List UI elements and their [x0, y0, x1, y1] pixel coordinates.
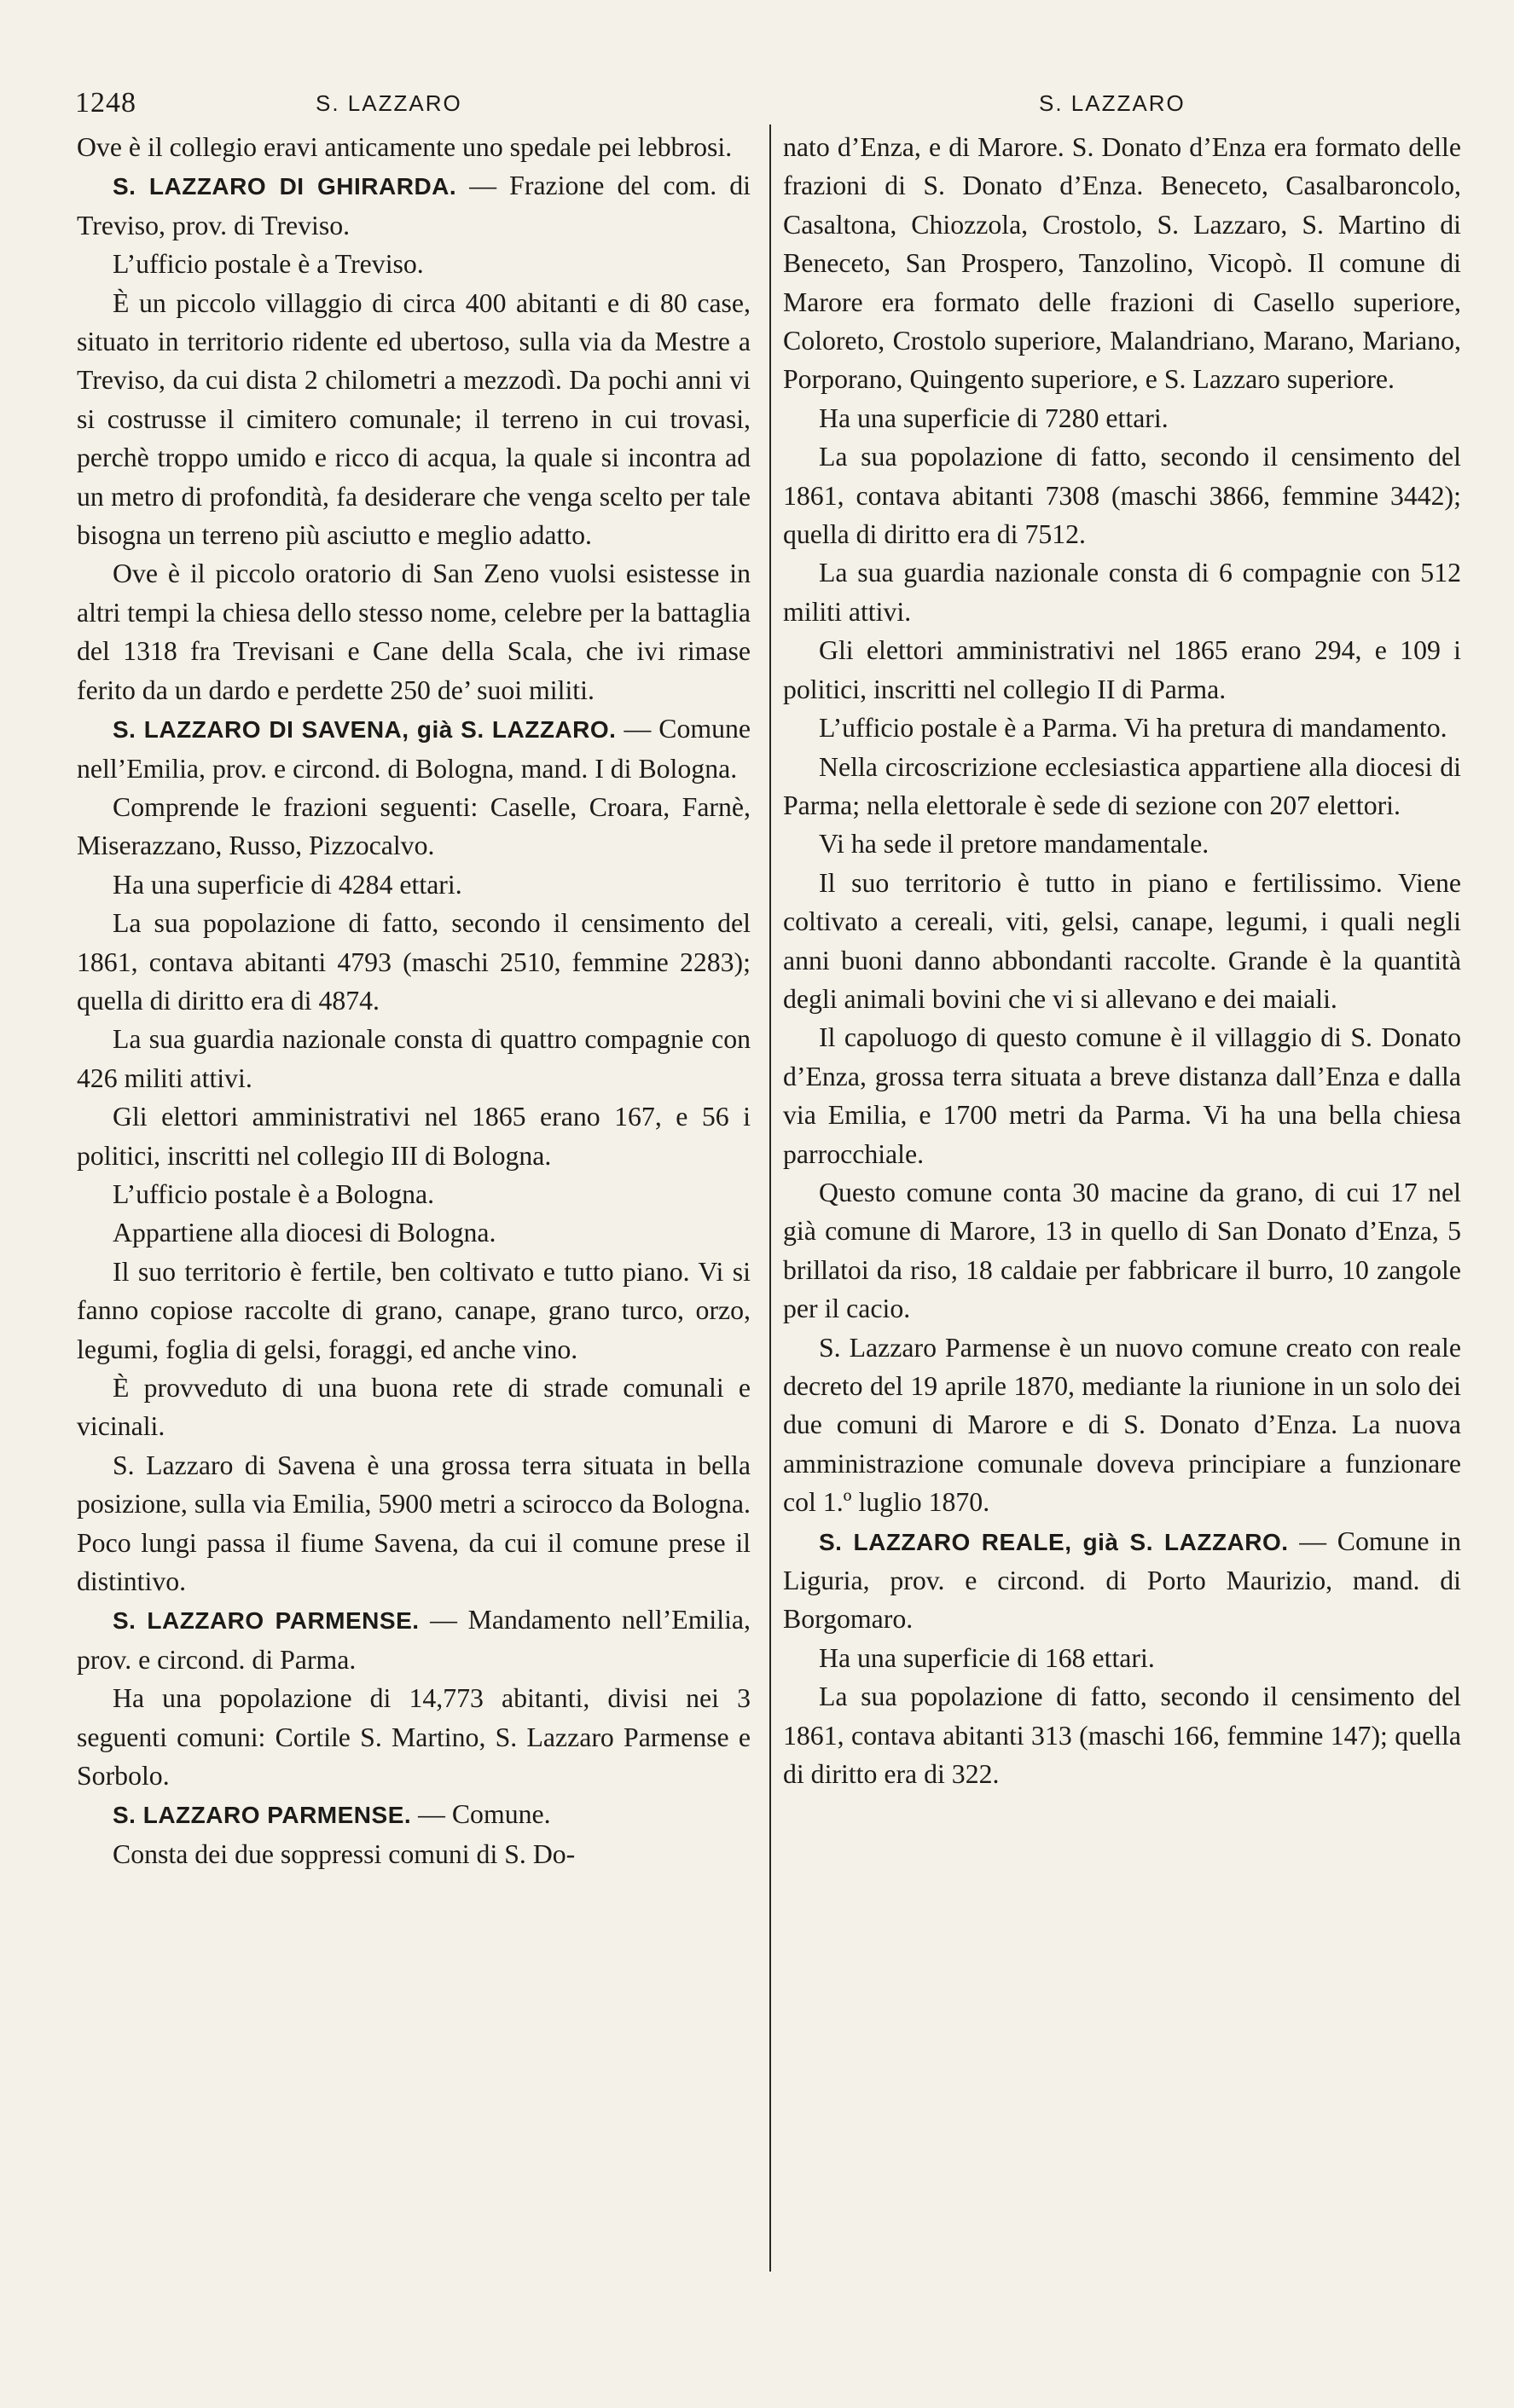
paragraph: Consta dei due soppressi comuni di S. Do- — [113, 1838, 576, 1869]
entry-savena: S. LAZZARO DI SAVENA, già S. LAZZARO. — Comune nell’Emilia, prov. e circond. di Bologna, mand. I di Bologna. — [77, 714, 751, 784]
entry-ghirarda: S. LAZZARO DI GHIRARDA. — Frazione del com. di Treviso, prov. di Treviso. — [77, 171, 751, 240]
entry-reale: S. LAZZARO REALE, già S. LAZZARO. — Comune in Liguria, prov. e circond. di Porto Maurizio, mand. di Borgomaro. — [783, 1525, 1461, 1635]
left-column — [77, 128, 751, 1873]
paragraph: Ha una popolazione di 14,773 abitanti, divisi nei 3 seguenti comuni: Cortile S. Martino, S. Lazzaro Parmense e Sorbolo. — [77, 1683, 751, 1792]
entry-parmense-mandamento: S. LAZZARO PARMENSE. — Mandamento nell’Emilia, prov. e circond. di Parma. — [77, 1605, 751, 1675]
paragraph: Ha una superficie di 168 ettari. — [819, 1642, 1155, 1673]
paragraph: nato d’Enza, e di Marore. S. Donato d’Enza era formato delle frazioni di S. Donato d’Enza. Beneceto, Casalbaroncolo, Casaltona, Chiozzola, Crostolo, S. Lazzaro, S. Martino di Beneceto, San Prospero, Tanzolino, Vicopò. Il comune di Marore era formato delle frazioni di Casello superiore, Coloreto, Crostolo superiore, Malandriano, Marano, Mariano, Porporano, Quingento superiore, e S. Lazzaro superiore. — [783, 132, 1461, 395]
paragraph: Appartiene alla diocesi di Bologna. — [113, 1218, 496, 1248]
paragraph: S. Lazzaro di Savena è una grossa terra situata in bella posizione, sulla via Emilia, 5900 metri a scirocco da Bologna. Poco lungi passa il fiume Savena, da cui il comune prese il distintivo. — [77, 1450, 751, 1597]
paragraph: Il suo territorio è tutto in piano e fertilissimo. Viene coltivato a cereali, viti, gelsi, canape, legumi, i quali negli anni buoni danno abbondanti raccolte. Grande è la quantità degli animali bovini che vi si allevano e dei maiali. — [783, 867, 1461, 1014]
entry-title: S. LAZZARO PARMENSE. — [113, 1607, 420, 1635]
paragraph: È provveduto di una buona rete di strade comunali e vicinali. — [77, 1373, 751, 1442]
paragraph: È un piccolo villaggio di circa 400 abitanti e di 80 case, situato in territorio ridente ed ubertoso, sulla via da Mestre a Treviso, da cui dista 2 chilometri a mezzodì. Da pochi anni vi si costrusse il cimitero comunale; il terreno in cui trovasi, perchè troppo umido e ricco di acqua, la quale si incontra ad un metro di profondità, fa desiderare che venga scelto per tale bisogna un terreno più asciutto e meglio adatto. — [77, 287, 751, 551]
paragraph: Gli elettori amministrativi nel 1865 erano 294, e 109 i politici, inscritti nel collegio II di Parma. — [783, 635, 1461, 704]
paragraph: Ove è il piccolo oratorio di San Zeno vuolsi esistesse in altri tempi la chiesa dello stesso nome, celebre per la battaglia del 1318 fra Trevisani e Cane della Scala, che ivi rimase ferito da un dardo e perdette 250 de’ suoi militi. — [77, 559, 751, 705]
paragraph: L’ufficio postale è a Bologna. — [113, 1178, 435, 1209]
paragraph: Il capoluogo di questo comune è il villaggio di S. Donato d’Enza, grossa terra situata a breve distanza dall’Enza e dalla via Emilia, e 1700 metri da Parma. Vi ha una bella chiesa parrocchiale. — [783, 1022, 1461, 1169]
paragraph: La sua popolazione di fatto, secondo il censimento del 1861, contava abitanti 4793 (maschi 2510, femmine 2283); quella di diritto era di 4874. — [77, 908, 751, 1016]
paragraph: Ha una superficie di 4284 ettari. — [113, 869, 462, 900]
page-number: 1248 — [75, 87, 136, 119]
paragraph: Ove è il collegio eravi anticamente uno spedale pei lebbrosi. — [77, 132, 733, 162]
paragraph: Comprende le frazioni seguenti: Caselle, Croara, Farnè, Miserazzano, Russo, Pizzocalvo. — [77, 791, 751, 861]
entry-parmense-comune: S. LAZZARO PARMENSE. — Comune. — [113, 1799, 551, 1830]
running-head-right: S. LAZZARO — [1039, 90, 1186, 116]
paragraph: S. Lazzaro Parmense è un nuovo comune creato con reale decreto del 19 aprile 1870, mediante la riunione in un solo dei due comuni di Marore e di S. Donato d’Enza. La nuova amministrazione comunale doveva principiare a funzionare col 1.º luglio 1870. — [783, 1332, 1461, 1518]
paragraph: La sua guardia nazionale consta di 6 compagnie con 512 militi attivi. — [783, 558, 1461, 627]
entry-title: S. LAZZARO DI SAVENA, già S. LAZZARO. — [113, 716, 617, 744]
entry-title: S. LAZZARO DI GHIRARDA. — [113, 173, 457, 200]
paragraph: La sua guardia nazionale consta di quattro compagnie con 426 militi attivi. — [77, 1024, 751, 1093]
paragraph: L’ufficio postale è a Parma. Vi ha pretura di mandamento. — [819, 713, 1447, 744]
paragraph: La sua popolazione di fatto, secondo il censimento del 1861, contava abitanti 7308 (maschi 3866, femmine 3442); quella di diritto era di 7512. — [783, 442, 1461, 550]
paragraph: La sua popolazione di fatto, secondo il censimento del 1861, contava abitanti 313 (maschi 166, femmine 147); quella di diritto era di 322. — [783, 1682, 1461, 1790]
paragraph: Nella circoscrizione ecclesiastica appartiene alla diocesi di Parma; nella elettorale è sede di sezione con 207 elettori. — [783, 751, 1461, 820]
entry-title: S. LAZZARO REALE, già S. LAZZARO. — [819, 1528, 1289, 1555]
paragraph: Il suo territorio è fertile, ben coltivato e tutto piano. Vi si fanno copiose raccolte di grano, canape, grano turco, orzo, legumi, foglia di gelsi, foraggi, ed anche vino. — [77, 1256, 751, 1364]
column-divider — [769, 124, 771, 2272]
right-column — [783, 128, 1461, 1793]
paragraph: L’ufficio postale è a Treviso. — [113, 249, 424, 280]
running-head-left: S. LAZZARO — [316, 90, 462, 116]
paragraph: Vi ha sede il pretore mandamentale. — [819, 829, 1209, 860]
paragraph: Ha una superficie di 7280 ettari. — [819, 402, 1169, 433]
entry-title: S. LAZZARO PARMENSE. — [113, 1802, 412, 1829]
paragraph: Questo comune conta 30 macine da grano, di cui 17 nel già comune di Marore, 13 in quello di San Donato d’Enza, 5 brillatoi da riso, 18 caldaie per fabbricare il burro, 10 zangole per il cacio. — [783, 1177, 1461, 1324]
paragraph: Gli elettori amministrativi nel 1865 erano 167, e 56 i politici, inscritti nel collegio III di Bologna. — [77, 1102, 751, 1171]
